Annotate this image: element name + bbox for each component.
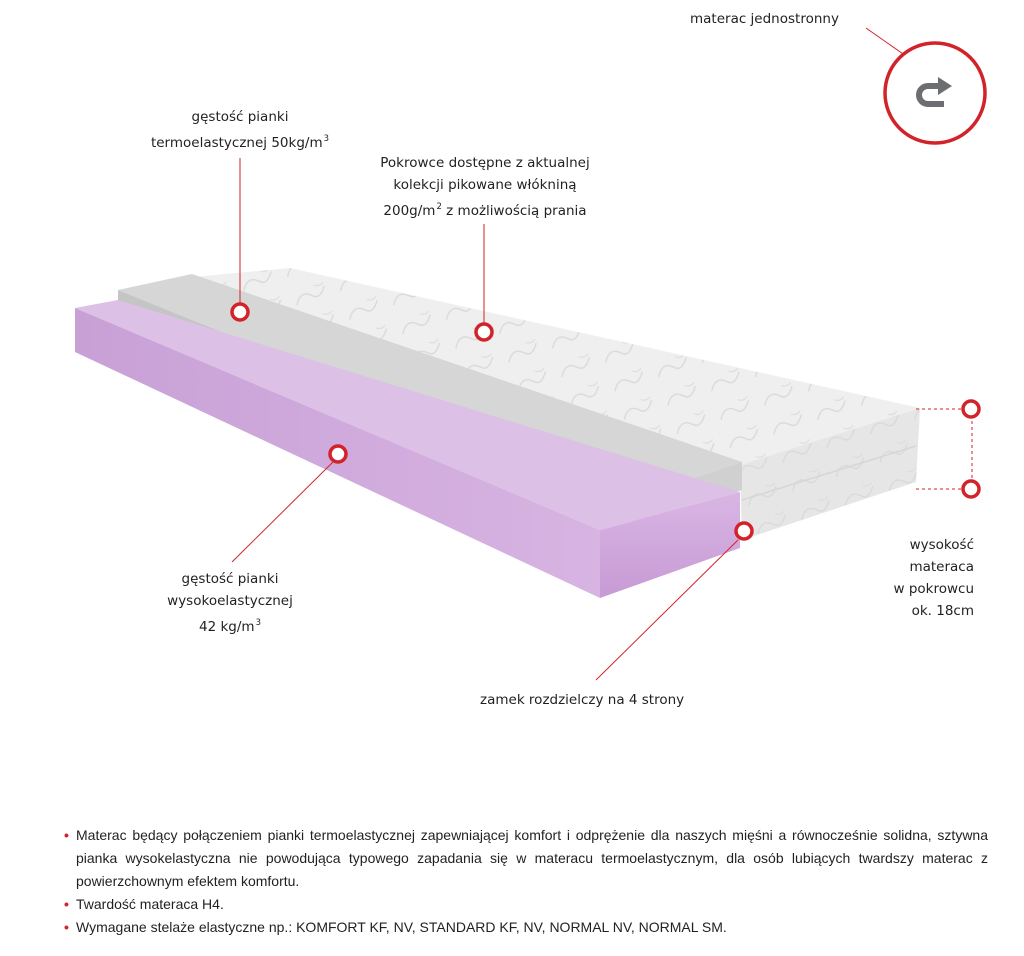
description-text: Twardość materaca H4.	[76, 896, 224, 912]
label-covers-line2: kolekcji pikowane włókniną	[393, 177, 577, 193]
label-covers-line3-pre: 200g/m	[383, 203, 436, 219]
marker-zipper	[736, 523, 752, 539]
label-height-line4: ok. 18cm	[911, 603, 974, 619]
bullet-icon: •	[64, 919, 69, 935]
label-covers-sup: 2	[436, 202, 442, 212]
product-description	[64, 824, 988, 939]
description-item	[64, 893, 988, 916]
label-foam-base-line1: gęstość pianki	[181, 571, 279, 587]
label-foam-base	[130, 568, 330, 638]
description-text: Materac będący połączeniem pianki termoelastycznej zapewniającej komfort i odprężenie dla naszych mięśni a równocześnie solidna, sztywna pianka wysokelastyczna nie powodująca typowego zapadania się w materacu termoelastycznym, dla osób lubiących twardszy materac z powierzchownym efektem komfortu.	[76, 827, 988, 889]
label-zipper: zamek rozdzielczy na 4 strony	[480, 692, 685, 708]
label-height	[860, 534, 974, 622]
description-text: Wymagane stelaże elastyczne np.: KOMFORT KF, NV, STANDARD KF, NV, NORMAL NV, NORMAL SM.	[76, 919, 727, 935]
label-covers-line1: Pokrowce dostępne z aktualnej	[380, 155, 590, 171]
label-height-line3: w pokrowcu	[893, 581, 974, 597]
label-foam-top-line2: termoelastycznej 50kg/m	[150, 135, 323, 151]
label-foam-top	[130, 106, 350, 154]
label-height-line2: materaca	[909, 559, 974, 575]
marker-foam-top	[232, 304, 248, 320]
label-foam-top-sup: 3	[323, 134, 330, 144]
bullet-icon: •	[64, 827, 69, 843]
label-foam-base-line2: wysokoelastycznej	[167, 593, 293, 609]
one-sided-badge	[885, 43, 985, 143]
label-foam-top-line1: gęstość pianki	[191, 109, 289, 125]
description-item	[64, 916, 988, 939]
bullet-icon: •	[64, 896, 69, 912]
marker-cover	[476, 324, 492, 340]
label-covers-line3-post: z możliwością prania	[441, 203, 587, 219]
marker-foam-base	[330, 446, 346, 462]
description-item	[64, 824, 988, 893]
label-foam-base-line3: 42 kg/m	[199, 619, 255, 635]
marker-height-top	[963, 401, 979, 417]
marker-height-bottom	[963, 481, 979, 497]
label-foam-base-sup: 3	[255, 618, 261, 628]
label-one-sided: materac jednostronny	[690, 11, 839, 27]
label-height-line1: wysokość	[909, 537, 974, 553]
label-covers	[360, 152, 610, 222]
